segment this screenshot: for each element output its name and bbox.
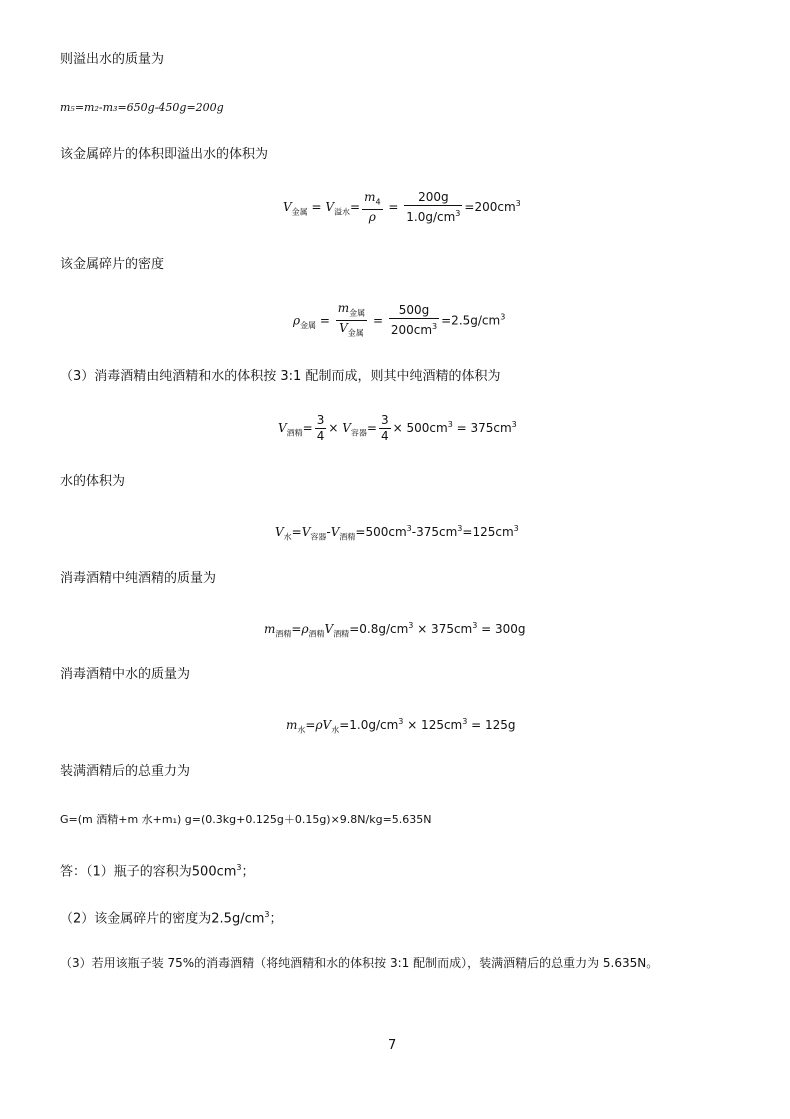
paragraph-alcohol-mass-intro: 消毒酒精中纯酒精的质量为 bbox=[60, 571, 217, 586]
fraction-200g-density: $\frac{200g}{1.0g/cm^3}$ bbox=[406, 190, 461, 225]
paragraph-alcohol-volume-intro: （3）消毒酒精由纯酒精和水的体积按 3:1 配制而成，则其中纯酒精的体积为 bbox=[60, 369, 501, 384]
paragraph-water-mass-intro: 消毒酒精中水的质量为 bbox=[60, 667, 191, 682]
fraction-m4-rho: $\frac{m_4}{\rho}$ bbox=[364, 190, 381, 225]
paragraph-density-intro: 该金属碎片的密度 bbox=[60, 257, 165, 272]
equation-overflow-mass: m₅=m₂-m₃=650g-450g=200g bbox=[60, 101, 224, 114]
paragraph-total-gravity-intro: 装满酒精后的总重力为 bbox=[60, 764, 191, 779]
equation-total-gravity: G=(m 酒精+m 水+m₁) g=(0.3kg+0.125g＋0.15g)×9.8N/kg=5.635N bbox=[60, 813, 432, 826]
answer-line-1: 答：（1）瓶子的容积为$500cm^3$； bbox=[60, 863, 255, 880]
page-number: 7 bbox=[388, 1038, 397, 1053]
equation-water-volume: $V_水=V_{容器}-V_{酒精}=500cm^3-375cm^3=125cm^3$ bbox=[275, 524, 519, 542]
answer-line-2: （2）该金属碎片的密度为$2.5g/cm^3$； bbox=[60, 910, 283, 927]
equation-alcohol-mass: $m_{酒精}=\rho_{酒精}V_{酒精}=0.8g/cm^3 \times 375cm^3 = 300g$ bbox=[264, 621, 526, 639]
fraction-three-quarters-a: $\frac{3}{4}$ bbox=[316, 413, 325, 443]
fraction-500g-200cm3: $\frac{500g}{200cm^3}$ bbox=[390, 303, 438, 338]
paragraph-overflow-mass: 则溢出水的质量为 bbox=[60, 52, 165, 67]
equation-water-mass: $m_水=\rho V_水=1.0g/cm^3 \times 125cm^3 = 125g$ bbox=[286, 717, 516, 735]
fraction-mass-volume: $\frac{m_{金属}}{V_{金属}}$ bbox=[337, 301, 366, 338]
equation-metal-density: $\rho_{金属}$ = $\frac{m_{金属}}{V_{金属}}$ = $\frac{500g}{200cm^3}$ $=2.5g/cm^3$ bbox=[293, 301, 505, 341]
fraction-three-quarters-b: $\frac{3}{4}$ bbox=[380, 413, 389, 443]
paragraph-water-volume-intro: 水的体积为 bbox=[60, 474, 126, 489]
paragraph-volume-intro: 该金属碎片的体积即溢出水的体积为 bbox=[60, 147, 269, 162]
answer-line-3: （3）若用该瓶子装 75%的消毒酒精（将纯酒精和水的体积按 3:1 配制而成），装满酒精后的总重力为 5.635N。 bbox=[60, 956, 659, 970]
equation-metal-volume: $V_{金属} = V_{溢水}=$ $\frac{m_4}{\rho}$ = $\frac{200g}{1.0g/cm^3}$ $=200cm^3$ bbox=[283, 190, 521, 225]
equation-alcohol-volume: $V_{酒精}=$ $\frac{3}{4}$ × $V_{容器}=$ $\frac{3}{4}$ × $500cm^3 = 375cm^3$ bbox=[278, 413, 517, 443]
